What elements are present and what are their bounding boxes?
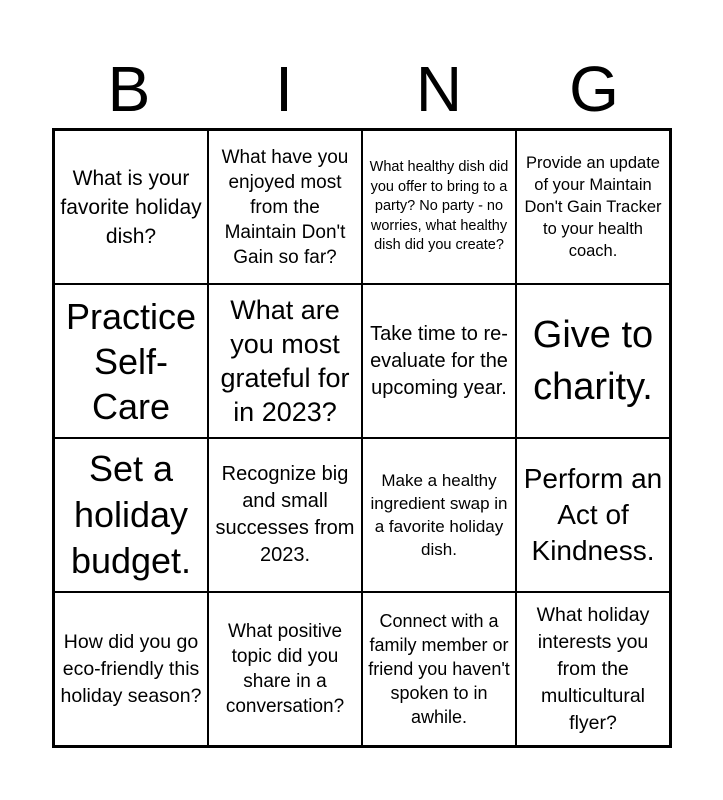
bingo-cell[interactable] xyxy=(516,284,670,438)
cell-text: Set a holiday budget. xyxy=(70,448,192,581)
bingo-cell[interactable] xyxy=(516,438,670,592)
cell-text: What holiday interests you from the multicultural flyer? xyxy=(536,603,650,734)
bingo-cell[interactable] xyxy=(516,592,670,746)
cell-text: What are you most grateful for in 2023? xyxy=(220,295,350,427)
cell-text: Practice Self-Care xyxy=(65,295,197,427)
bingo-cell[interactable] xyxy=(362,438,516,592)
cell-text: Recognize big and small successes from 2023. xyxy=(215,463,355,566)
header-letter-i: I xyxy=(275,53,293,125)
cell-text: Give to charity. xyxy=(532,314,654,408)
bingo-cell[interactable] xyxy=(208,592,362,746)
bingo-header xyxy=(52,54,672,124)
header-letter-g: G xyxy=(569,53,619,125)
cell-text: How did you go eco-friendly this holiday season? xyxy=(60,630,202,707)
bingo-cell[interactable] xyxy=(362,284,516,438)
cell-text: What healthy dish did you offer to bring to a party? No party - no worries, what healthy dish did you create? xyxy=(369,159,509,254)
bingo-grid xyxy=(52,128,672,748)
cell-text: What have you enjoyed most from the Maintain Don't Gain so far? xyxy=(221,146,349,268)
bingo-cell[interactable] xyxy=(208,284,362,438)
cell-text: Provide an update of your Maintain Don't Gain Tracker to your health coach. xyxy=(524,154,662,260)
bingo-cell[interactable] xyxy=(54,284,208,438)
cell-text: Connect with a family member or friend you haven't spoken to in awhile. xyxy=(368,611,510,727)
cell-text: Perform an Act of Kindness. xyxy=(523,463,663,566)
bingo-cell[interactable] xyxy=(362,592,516,746)
bingo-cell[interactable] xyxy=(54,130,208,284)
bingo-cell[interactable] xyxy=(362,130,516,284)
cell-text: What positive topic did you share in a conversation? xyxy=(225,621,345,717)
header-letter-b: B xyxy=(107,53,151,125)
bingo-cell[interactable] xyxy=(54,438,208,592)
bingo-cell[interactable] xyxy=(54,592,208,746)
cell-text: Take time to re-evaluate for the upcoming year. xyxy=(370,322,508,399)
bingo-cell[interactable] xyxy=(208,130,362,284)
bingo-cell[interactable] xyxy=(516,130,670,284)
header-letter-n: N xyxy=(415,53,463,125)
cell-text: What is your favorite holiday dish? xyxy=(60,166,202,248)
bingo-cell[interactable] xyxy=(208,438,362,592)
cell-text: Make a healthy ingredient swap in a favorite holiday dish. xyxy=(370,471,508,559)
